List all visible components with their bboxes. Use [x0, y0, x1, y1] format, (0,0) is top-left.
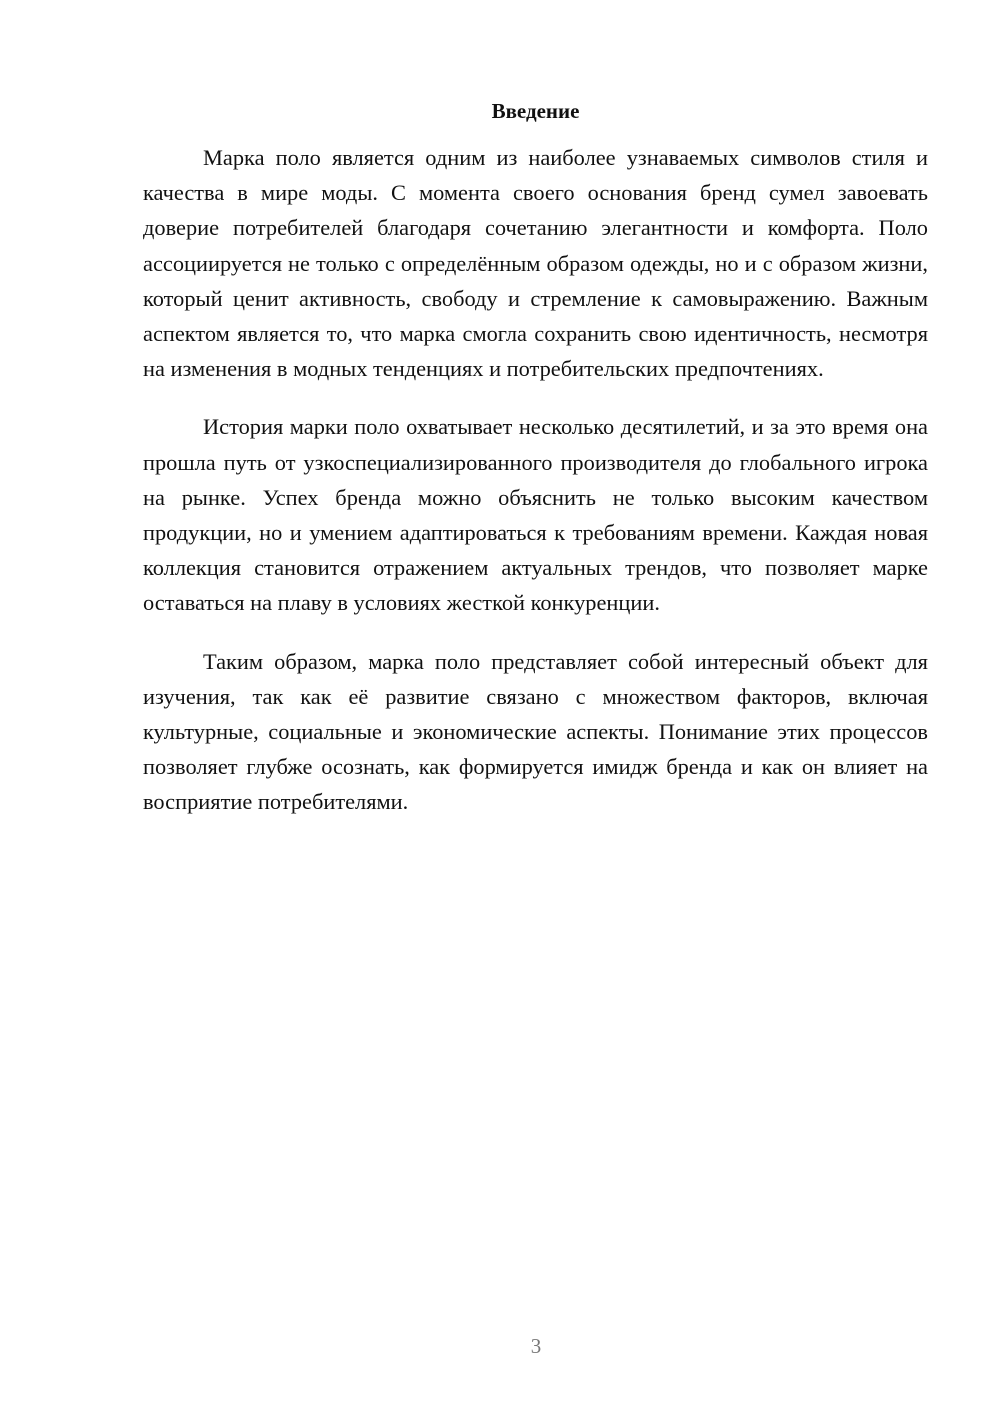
paragraph-1: Марка поло является одним из наиболее узнаваемых символов стиля и качества в мире моды. С момента своего основания бренд сумел завоевать доверие потребителей благодаря сочетанию элегантности и комфорта. Поло ассоциируется не только с определённым образом одежды, но и с образом жизни, который ценит активность, свободу и стремление к самовыражению. Важным аспектом является то, что марка смогла сохранить свою идентичность, несмотря на изменения в модных тенденциях и потребительских предпочтениях. [143, 145, 928, 382]
paragraph-3: Таким образом, марка поло представляет собой интересный объект для изучения, так как её развитие связано с множеством факторов, включая культурные, социальные и экономические аспекты. Понимание этих процессов позволяет глубже осознать, как формируется имидж бренда и как он влияет на восприятие потребителями. [143, 648, 928, 815]
page-number: 3 [530, 1334, 542, 1358]
page-content [143, 96, 928, 843]
section-heading: Введение [491, 99, 580, 123]
paragraph-2: История марки поло охватывает несколько десятилетий, и за это время она прошла путь от узкоспециализированного производителя до глобального игрока на рынке. Успех бренда можно объяснить не только высоким качеством продукции, но и умением адаптироваться к требованиям времени. Каждая новая коллекция становится отражением актуальных трендов, что позволяет марке оставаться на плаву в условиях жесткой конкуренции. [143, 414, 928, 616]
